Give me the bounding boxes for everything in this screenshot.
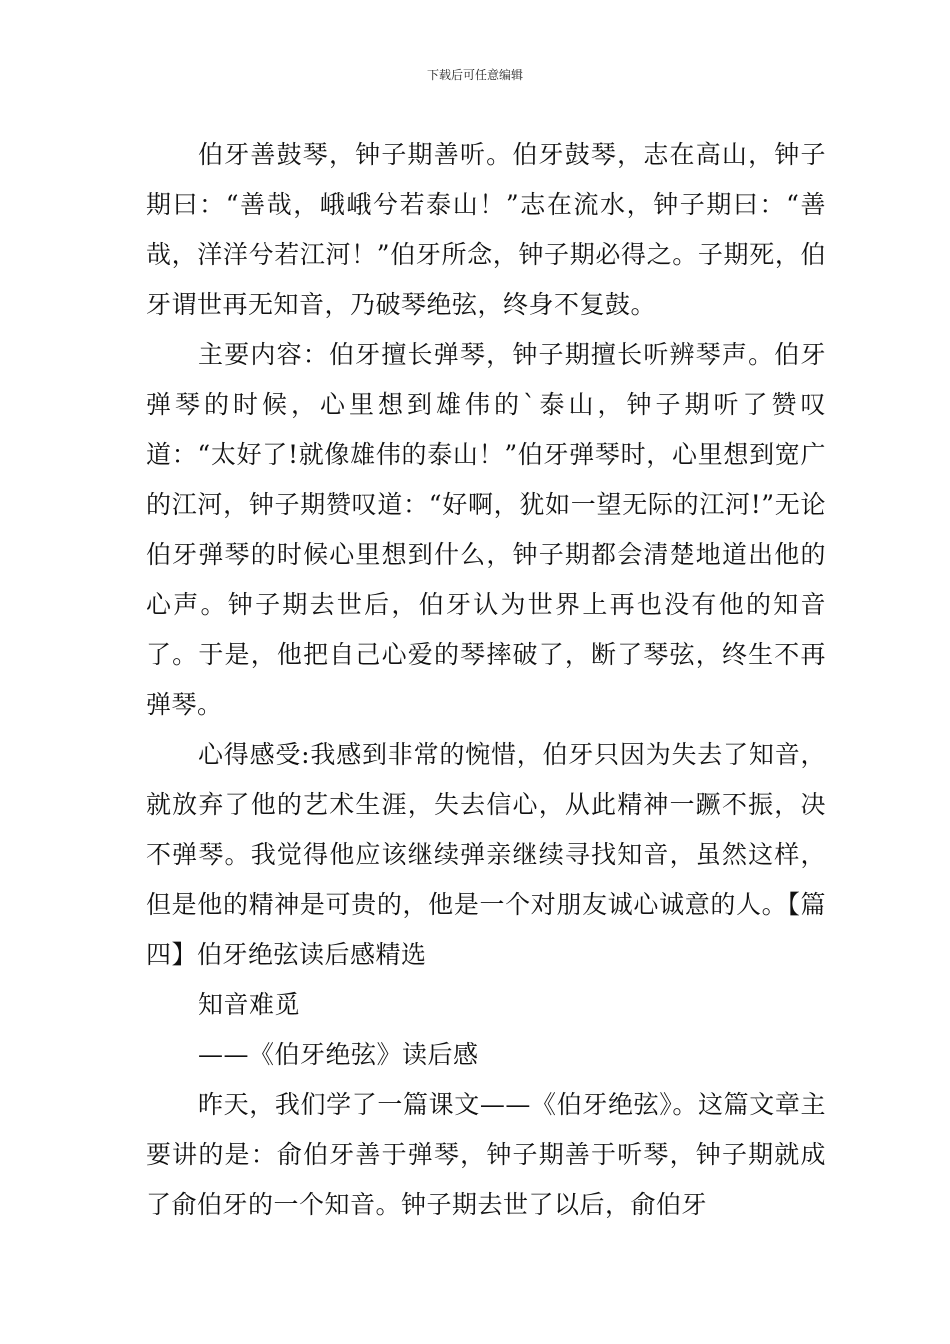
paragraph-main-content: 主要内容：伯牙擅长弹琴，钟子期擅长听辨琴声。伯牙弹琴的时候，心里想到雄伟的`泰山，钟子期听了赞叹道：“太好了!就像雄伟的泰山！”伯牙弹琴时，心里想到宽广的江河，钟子期赞叹道：“好啊，犹如一望无际的江河!”无论伯牙弹琴的时候心里想到什么，钟子期都会清楚地道出他的心声。钟子期去世后，伯牙认为世界上再也没有他的知音了。于是，他把自己心爱的琴摔破了，断了琴弦，终生不再弹琴。 [146,340,826,719]
paragraph-reflection: 心得感受:我感到非常的惋惜，伯牙只因为失去了知音，就放弃了他的艺术生涯，失去信心，从此精神一蹶不振，决不弹琴。我觉得他应该继续弹亲继续寻找知音，虽然这样，但是他的精神是可贵的，他是一个对朋友诚心诚意的人。【篇四】伯牙绝弦读后感精选 [146,740,826,969]
paragraph-original-text: 伯牙善鼓琴，钟子期善听。伯牙鼓琴，志在高山，钟子期曰：“善哉，峨峨兮若泰山！”志在流水，钟子期曰：“善哉，洋洋兮若江河！”伯牙所念，钟子期必得之。子期死，伯牙谓世再无知音，乃破琴绝弦，终身不复鼓。 [146,140,826,319]
document-body [146,130,826,1230]
essay-subtitle: ——《伯牙绝弦》读后感 [198,1040,479,1069]
essay-title: 知音难觅 [198,990,301,1019]
paragraph-essay-body: 昨天，我们学了一篇课文——《伯牙绝弦》。这篇文章主要讲的是：俞伯牙善于弹琴，钟子期善于听琴，钟子期就成了俞伯牙的一个知音。钟子期去世了以后，俞伯牙 [146,1090,826,1219]
header-note: 下载后可任意编辑 [426,68,523,82]
